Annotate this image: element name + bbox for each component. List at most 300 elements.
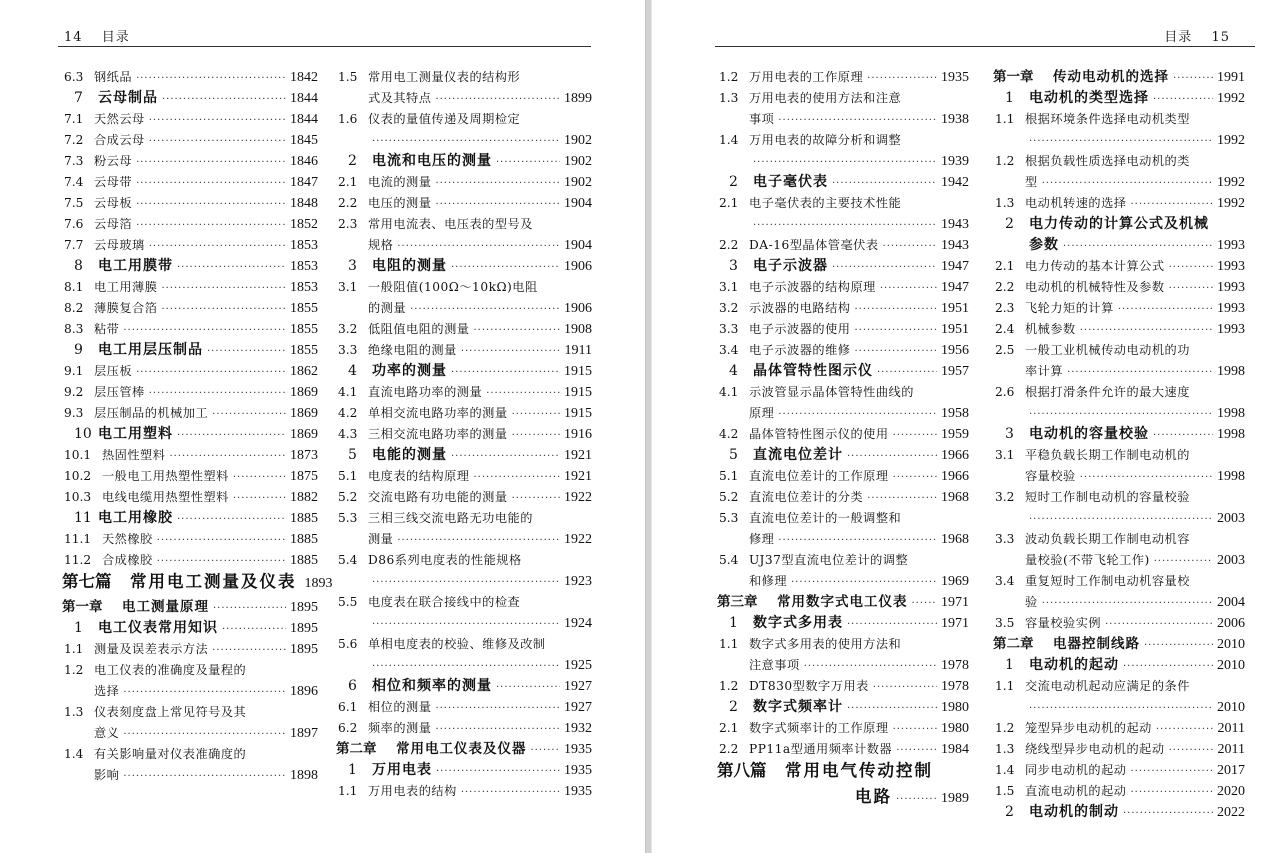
- leader-dots: [213, 598, 286, 619]
- toc-line: [717, 277, 969, 298]
- toc-entry[interactable]: [993, 487, 1245, 529]
- toc-entry[interactable]: [993, 718, 1245, 739]
- toc-line: [993, 151, 1245, 172]
- toc-line: [62, 256, 318, 277]
- toc-entry[interactable]: [993, 802, 1245, 823]
- toc-entry[interactable]: [336, 550, 592, 592]
- leader-dots: [1153, 89, 1213, 110]
- page-header: [64, 26, 130, 45]
- toc-entry[interactable]: [62, 151, 318, 172]
- toc-line: [336, 340, 592, 361]
- toc-entry[interactable]: [336, 718, 592, 739]
- toc-entry[interactable]: [993, 256, 1245, 277]
- section-number: 5: [348, 447, 357, 463]
- toc-entry[interactable]: [62, 702, 318, 744]
- section-number: 6.2: [338, 721, 358, 735]
- leader-dots: [1154, 551, 1213, 572]
- section-title: 电工测量原理: [122, 599, 209, 615]
- leader-dots: [512, 488, 560, 509]
- toc-line: [336, 781, 592, 802]
- toc-entry[interactable]: [336, 739, 592, 760]
- toc-line: [717, 550, 969, 571]
- section-title: 热固性塑料: [102, 448, 166, 462]
- toc-entry[interactable]: [717, 760, 969, 812]
- toc-line: [717, 382, 969, 403]
- toc-line: [336, 277, 592, 298]
- section-title: 晶体管特性图示仪的使用: [749, 427, 889, 441]
- toc-entry[interactable]: [62, 235, 318, 256]
- page-number: 1980: [941, 700, 969, 715]
- page-number: 1852: [290, 217, 318, 232]
- section-number: 3.5: [995, 616, 1015, 630]
- section-title: 常用电流表、电压表的型号及: [368, 217, 533, 231]
- leader-dots: [222, 619, 286, 640]
- page-number: 1921: [564, 469, 592, 484]
- leader-dots: [474, 320, 561, 341]
- toc-entry[interactable]: [336, 172, 592, 193]
- page-number: 2011: [1217, 742, 1245, 757]
- toc-line: [62, 597, 318, 618]
- page-number: 1939: [941, 154, 969, 169]
- toc-entry[interactable]: [717, 67, 969, 88]
- page-number: 2011: [1217, 721, 1245, 736]
- leader-dots: [753, 215, 937, 236]
- toc-line: [62, 744, 318, 765]
- toc-entry[interactable]: [336, 697, 592, 718]
- toc-entry[interactable]: [62, 571, 333, 597]
- page-number: 1935: [564, 784, 592, 799]
- toc-entry[interactable]: [717, 88, 969, 130]
- section-number: 4.1: [338, 385, 358, 399]
- toc-entry[interactable]: [62, 744, 318, 786]
- section-title: 万用电表的结构: [368, 784, 457, 798]
- section-number: 8.2: [64, 301, 84, 315]
- section-title: D86系列电度表的性能规格: [368, 553, 522, 567]
- toc-entry[interactable]: [336, 340, 592, 361]
- toc-entry[interactable]: [336, 466, 592, 487]
- section-title: 电力传动的计算公式及机械: [1029, 216, 1209, 232]
- leader-dots: [397, 236, 560, 257]
- section-number: 1.2: [719, 70, 739, 84]
- leader-dots: [1144, 635, 1213, 656]
- page-number: 1895: [290, 600, 318, 615]
- toc-line: [717, 67, 969, 88]
- toc-entry[interactable]: [62, 639, 318, 660]
- section-title: 电力传动的基本计算公式: [1025, 259, 1165, 273]
- toc-entry[interactable]: [993, 760, 1245, 781]
- toc-line: [717, 676, 969, 697]
- toc-entry[interactable]: [993, 781, 1245, 802]
- section-number: 11: [74, 510, 92, 526]
- section-number: 2: [729, 174, 738, 190]
- toc-entry[interactable]: [336, 382, 592, 403]
- toc-entry[interactable]: [62, 529, 318, 550]
- page-number: 1951: [941, 301, 969, 316]
- section-number: 4.1: [719, 385, 739, 399]
- page-number: 1846: [290, 154, 318, 169]
- toc-line: [993, 298, 1245, 319]
- leader-dots: [161, 278, 286, 299]
- toc-entry[interactable]: [62, 172, 318, 193]
- toc-entry[interactable]: [62, 597, 318, 618]
- toc-entry[interactable]: [62, 298, 318, 319]
- section-number: 7.7: [64, 238, 84, 252]
- toc-entry[interactable]: [993, 529, 1245, 571]
- toc-entry[interactable]: [62, 193, 318, 214]
- leader-dots: [893, 719, 937, 740]
- toc-entry[interactable]: [717, 340, 969, 361]
- toc-entry[interactable]: [717, 298, 969, 319]
- section-number: 1.2: [64, 663, 84, 677]
- section-title: 相位和频率的测量: [372, 678, 492, 694]
- section-title-cont: 测量: [368, 532, 394, 546]
- page-number: 1993: [1217, 301, 1245, 316]
- page-number: 1895: [290, 621, 318, 636]
- page-number: 1869: [290, 385, 318, 400]
- toc-entry[interactable]: [993, 634, 1245, 655]
- toc-entry[interactable]: [993, 424, 1245, 445]
- section-number: 8.1: [64, 280, 84, 294]
- toc-line: [62, 109, 318, 130]
- leader-dots: [136, 152, 286, 173]
- toc-entry[interactable]: [336, 67, 592, 109]
- toc-entry[interactable]: [62, 130, 318, 151]
- toc-line: [62, 151, 318, 172]
- toc-entry[interactable]: [336, 277, 592, 319]
- toc-line: [717, 571, 969, 592]
- leader-dots: [123, 766, 286, 787]
- toc-entry[interactable]: [993, 655, 1245, 676]
- toc-entry[interactable]: [336, 781, 592, 802]
- toc-line: [62, 618, 318, 639]
- section-number: 1.2: [719, 679, 739, 693]
- page-number: 15: [1211, 30, 1230, 45]
- toc-entry[interactable]: [336, 634, 592, 676]
- toc-entry[interactable]: [336, 508, 592, 550]
- section-title: 层压制品的机械加工: [94, 406, 209, 420]
- section-title: 电动机的容量校验: [1029, 426, 1149, 442]
- section-number: 5.4: [719, 553, 739, 567]
- toc-line: [62, 723, 318, 744]
- leader-dots: [1169, 740, 1214, 761]
- section-title: 电工用橡胶: [98, 510, 173, 526]
- section-title: 云母箔: [94, 217, 133, 231]
- page-number: 1853: [290, 280, 318, 295]
- toc-entry[interactable]: [993, 739, 1245, 760]
- section-number: 1.3: [64, 705, 84, 719]
- section-title: 直流电位差计的工作原理: [749, 469, 889, 483]
- leader-dots: [136, 173, 286, 194]
- page-number: 1885: [290, 511, 318, 526]
- toc-entry[interactable]: [717, 130, 969, 172]
- toc-entry[interactable]: [336, 487, 592, 508]
- section-title: 数字式多用表: [753, 615, 843, 631]
- toc-line: [62, 214, 318, 235]
- toc-entry[interactable]: [717, 508, 969, 550]
- toc-entry[interactable]: [336, 424, 592, 445]
- toc-entry[interactable]: [993, 67, 1245, 88]
- section-title: 仪表的量值传递及周期检定: [368, 112, 521, 126]
- section-title: 频率的测量: [368, 721, 432, 735]
- leader-dots: [233, 467, 286, 488]
- toc-line: [717, 786, 969, 812]
- toc-entry[interactable]: [336, 361, 592, 382]
- page-number: 1855: [290, 343, 318, 358]
- leader-dots: [435, 89, 560, 110]
- toc-entry[interactable]: [993, 382, 1245, 424]
- toc-entry[interactable]: [717, 319, 969, 340]
- section-number: 2.2: [995, 280, 1015, 294]
- toc-entry[interactable]: [336, 445, 592, 466]
- toc-entry[interactable]: [62, 361, 318, 382]
- toc-entry[interactable]: [993, 445, 1245, 487]
- toc-entry[interactable]: [62, 660, 318, 702]
- leader-dots: [847, 698, 937, 719]
- toc-entry[interactable]: [62, 508, 318, 529]
- toc-entry[interactable]: [717, 613, 969, 634]
- toc-entry[interactable]: [717, 634, 969, 676]
- toc-entry[interactable]: [717, 676, 969, 697]
- page-number: 1989: [941, 791, 969, 806]
- toc-line: [336, 298, 592, 319]
- leader-dots: [832, 257, 937, 278]
- toc-entry[interactable]: [993, 109, 1245, 151]
- toc-entry[interactable]: [993, 298, 1245, 319]
- section-title-cont: 原理: [749, 406, 775, 420]
- toc-entry[interactable]: [62, 109, 318, 130]
- toc-entry[interactable]: [336, 676, 592, 697]
- toc-entry[interactable]: [336, 319, 592, 340]
- section-number: 4: [348, 363, 357, 379]
- toc-line: [62, 529, 318, 550]
- section-title: 波动负载长期工作制电动机容: [1025, 532, 1190, 546]
- toc-entry[interactable]: [62, 340, 318, 361]
- page-number: 2003: [1217, 553, 1245, 568]
- section-number: 1: [348, 762, 357, 778]
- toc-entry[interactable]: [717, 193, 969, 235]
- page-number: 1873: [290, 448, 318, 463]
- section-title: 直流电位差计的分类: [749, 490, 864, 504]
- leader-dots: [1169, 257, 1213, 278]
- page-gutter: [645, 0, 652, 853]
- page-number: 1855: [290, 301, 318, 316]
- leader-dots: [1080, 320, 1213, 341]
- toc-line: [993, 802, 1245, 823]
- leader-dots: [855, 341, 938, 362]
- section-number: 11.2: [64, 553, 92, 567]
- section-number: 2.1: [995, 259, 1015, 273]
- section-number: 5.5: [338, 595, 358, 609]
- page-number: 1885: [290, 532, 318, 547]
- section-title: 电动机的类型选择: [1029, 90, 1149, 106]
- toc-entry[interactable]: [62, 382, 318, 403]
- toc-entry[interactable]: [717, 172, 969, 193]
- toc-entry[interactable]: [717, 256, 969, 277]
- toc-line: [336, 739, 592, 760]
- toc-entry[interactable]: [993, 277, 1245, 298]
- page-number: 1902: [564, 175, 592, 190]
- leader-dots: [157, 530, 286, 551]
- toc-entry[interactable]: [336, 256, 592, 277]
- page-number: 1844: [290, 91, 318, 106]
- leader-dots: [804, 656, 937, 677]
- toc-line: [993, 445, 1245, 466]
- toc-entry[interactable]: [62, 487, 318, 508]
- toc-entry[interactable]: [717, 445, 969, 466]
- section-title: 电流的测量: [368, 175, 432, 189]
- toc-entry[interactable]: [336, 214, 592, 256]
- toc-entry[interactable]: [336, 592, 592, 634]
- toc-entry[interactable]: [62, 256, 318, 277]
- toc-entry[interactable]: [717, 382, 969, 424]
- page-number: 1897: [290, 726, 318, 741]
- toc-entry[interactable]: [62, 88, 318, 109]
- toc-entry[interactable]: [336, 151, 592, 172]
- section-title: 三相交流电路功率的测量: [368, 427, 508, 441]
- page-number: 1921: [564, 448, 592, 463]
- page-number: 1956: [941, 343, 969, 358]
- leader-dots: [778, 110, 937, 131]
- toc-entry[interactable]: [993, 676, 1245, 718]
- toc-line: [993, 88, 1245, 109]
- section-title: 合成橡胶: [102, 553, 153, 567]
- toc-entry[interactable]: [717, 718, 969, 739]
- page-number: 1869: [290, 427, 318, 442]
- toc-entry[interactable]: [717, 550, 969, 592]
- page-number: 1943: [941, 238, 969, 253]
- section-title-cont: 容量校验: [1025, 469, 1076, 483]
- page-number: 1957: [941, 364, 969, 379]
- page-number: 1968: [941, 490, 969, 505]
- toc-entry[interactable]: [62, 319, 318, 340]
- toc-line: [993, 235, 1245, 256]
- toc-line: [336, 760, 592, 781]
- section-title: 三相三线交流电路无功电能的: [368, 511, 533, 525]
- toc-entry[interactable]: [336, 193, 592, 214]
- leader-dots: [372, 572, 560, 593]
- toc-entry[interactable]: [993, 88, 1245, 109]
- toc-entry[interactable]: [717, 592, 969, 613]
- toc-entry[interactable]: [62, 424, 318, 445]
- section-number: 2.6: [995, 385, 1015, 399]
- leader-dots: [867, 488, 937, 509]
- toc-entry[interactable]: [717, 424, 969, 445]
- toc-entry[interactable]: [993, 340, 1245, 382]
- section-title: 交流电动机起动应满足的条件: [1025, 679, 1190, 693]
- toc-line: [993, 277, 1245, 298]
- toc-line: [62, 660, 318, 681]
- leader-dots: [883, 236, 937, 257]
- section-title: 电动机的起动: [1029, 657, 1119, 673]
- toc-entry[interactable]: [62, 466, 318, 487]
- section-title-cont: 选择: [94, 684, 120, 698]
- section-number: 9.3: [64, 406, 84, 420]
- toc-entry[interactable]: [336, 760, 592, 781]
- toc-entry[interactable]: [717, 697, 969, 718]
- section-title: 天然云母: [94, 112, 145, 126]
- toc-entry[interactable]: [62, 403, 318, 424]
- section-number: 10.2: [64, 469, 92, 483]
- right-page: [653, 0, 1275, 853]
- section-number: 1.1: [995, 679, 1015, 693]
- toc-entry[interactable]: [717, 487, 969, 508]
- section-title: 电压的测量: [368, 196, 432, 210]
- leader-dots: [1029, 131, 1213, 152]
- section-number: 5.2: [338, 490, 358, 504]
- toc-line: [993, 109, 1245, 130]
- toc-entry[interactable]: [717, 277, 969, 298]
- section-number: 8: [74, 258, 83, 274]
- toc-line: [993, 634, 1245, 655]
- toc-entry[interactable]: [336, 403, 592, 424]
- toc-line: [717, 109, 969, 130]
- leader-dots: [1029, 509, 1213, 530]
- header-title: 目录: [1164, 30, 1193, 45]
- toc-line: [717, 151, 969, 172]
- toc-entry[interactable]: [62, 445, 318, 466]
- section-number: 3.1: [719, 280, 739, 294]
- leader-dots: [372, 131, 560, 152]
- toc-line: [62, 235, 318, 256]
- toc-line: [62, 639, 318, 660]
- page-number: 1993: [1217, 238, 1245, 253]
- section-number: 2.2: [338, 196, 358, 210]
- section-number: 7.6: [64, 217, 84, 231]
- section-number: 2: [1005, 216, 1014, 232]
- page-number: 1923: [564, 574, 592, 589]
- toc-entry[interactable]: [717, 466, 969, 487]
- toc-entry[interactable]: [717, 361, 969, 382]
- section-title: 薄膜复合箔: [94, 301, 158, 315]
- toc-entry[interactable]: [62, 214, 318, 235]
- toc-entry[interactable]: [336, 109, 592, 151]
- toc-line: [62, 550, 318, 571]
- page-number: 1992: [1217, 196, 1245, 211]
- toc-entry[interactable]: [993, 193, 1245, 214]
- section-title: 电子示波器的结构原理: [749, 280, 876, 294]
- toc-line: [993, 319, 1245, 340]
- section-number: 1.3: [995, 196, 1015, 210]
- toc-entry[interactable]: [993, 319, 1245, 340]
- leader-dots: [896, 789, 937, 810]
- section-title: 电工用塑料: [98, 426, 173, 442]
- toc-entry[interactable]: [993, 571, 1245, 613]
- section-title: 电工用薄膜: [94, 280, 158, 294]
- toc-entry[interactable]: [62, 67, 318, 88]
- toc-entry[interactable]: [993, 214, 1245, 256]
- toc-line: [336, 172, 592, 193]
- section-title-cont: 率计算: [1025, 364, 1064, 378]
- section-title: 电工用膜带: [98, 258, 173, 274]
- toc-entry[interactable]: [62, 550, 318, 571]
- page-number: 1984: [941, 742, 969, 757]
- section-title: 电工用层压制品: [98, 342, 203, 358]
- toc-entry[interactable]: [62, 277, 318, 298]
- toc-entry[interactable]: [993, 613, 1245, 634]
- toc-entry[interactable]: [62, 618, 318, 639]
- toc-entry[interactable]: [717, 739, 969, 760]
- toc-column: [62, 67, 333, 786]
- page-number: 1947: [941, 280, 969, 295]
- section-number: 3.3: [719, 322, 739, 336]
- page-number: 1906: [564, 301, 592, 316]
- section-title: 功率的测量: [372, 363, 447, 379]
- leader-dots: [149, 131, 286, 152]
- toc-entry[interactable]: [717, 235, 969, 256]
- toc-line: [336, 214, 592, 235]
- toc-entry[interactable]: [993, 151, 1245, 193]
- leader-dots: [372, 614, 560, 635]
